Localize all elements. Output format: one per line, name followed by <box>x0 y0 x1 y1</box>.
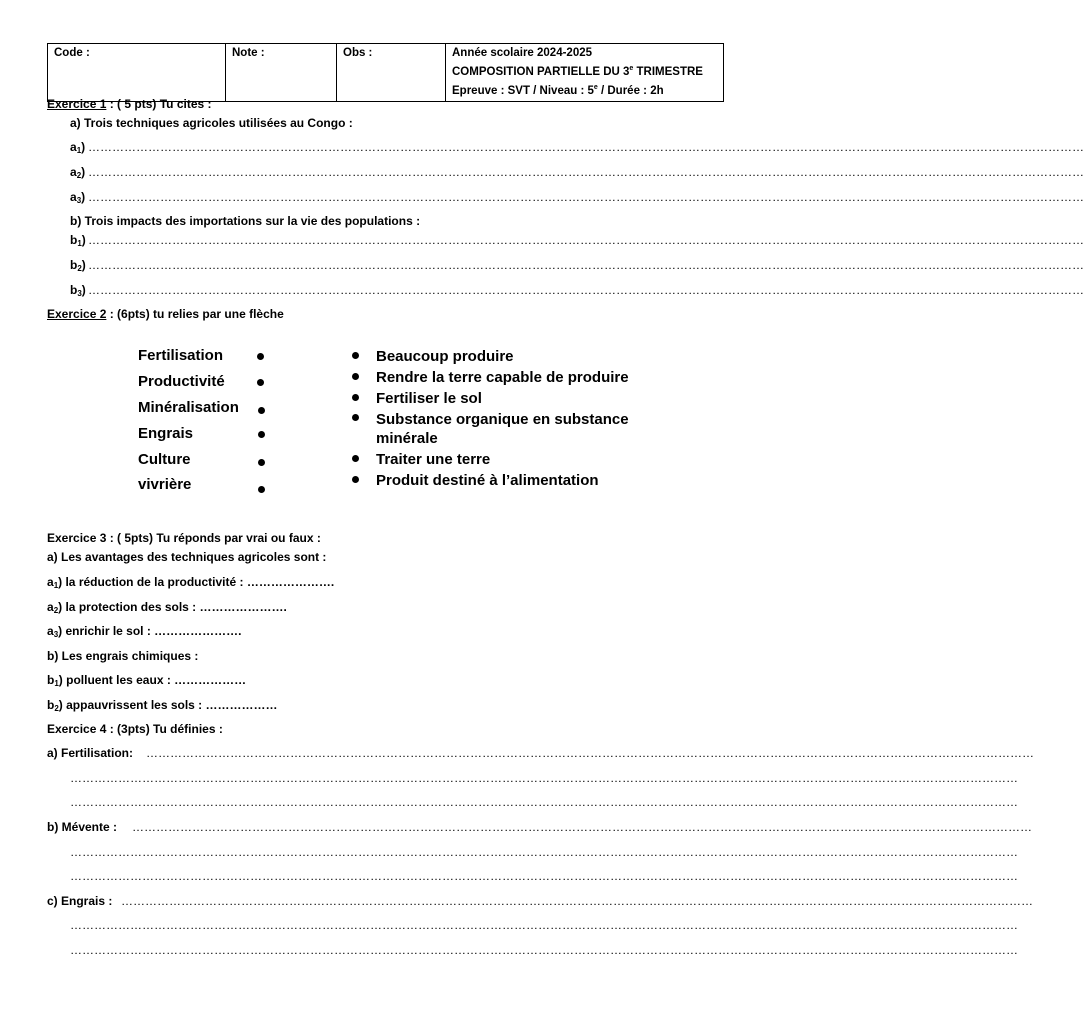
obs-cell[interactable] <box>337 44 446 102</box>
ex3-question-a: a) Les avantages des techniques agricoles sont : <box>47 550 327 564</box>
composition-title: COMPOSITION PARTIELLE DU 3e TRIMESTRE <box>452 65 703 78</box>
left-term-mineralisation: Minéralisation <box>138 399 239 416</box>
exam-info-cell <box>446 44 724 102</box>
ex3-item-b2[interactable]: $b_2$) appauvrissent les sols : ……………… <box>47 698 278 713</box>
right-dot-5[interactable] <box>352 455 359 462</box>
ex1-item-b2: $b_2$) <box>70 258 86 273</box>
exam-details: Epreuve : SVT / Niveau : 5e / Durée : 2h <box>452 84 664 97</box>
left-dot-4[interactable] <box>258 431 265 438</box>
left-dot-2[interactable] <box>257 379 264 386</box>
ex3-heading: Exercice 3 : ( 5pts) Tu réponds par vrai ou faux : <box>47 531 321 545</box>
ex3-item-a2[interactable]: $a_2$) la protection des sols : …………………. <box>47 600 287 615</box>
answer-line-fertilisation-2[interactable]: ………………………………………………………………………………………………………………………………………………………………………………………………………………… <box>70 771 1018 785</box>
answer-line-engrais-1[interactable]: ………………………………………………………………………………………………………………………………………………………………………………………………………… <box>121 894 1033 908</box>
answer-line-fertilisation-1[interactable]: …………………………………………………………………………………………………………………………………………………………………………………………………… <box>146 746 1034 760</box>
right-def-substance-organique: Substance organique en substance <box>376 411 629 428</box>
obs-label: Obs : <box>343 47 373 59</box>
left-term-vivriere: vivrière <box>138 476 192 493</box>
ex1-question-b: b) Trois impacts des importations sur la vie des populations : <box>70 214 421 228</box>
left-term-productivite: Productivité <box>138 373 225 390</box>
ex3-item-b1[interactable]: $b_1$) polluent les eaux : ……………… <box>47 673 247 688</box>
answer-line-b1[interactable]: …………………………………………………………………………………………………………………………………………………………………………………………………………………………… <box>88 233 1084 247</box>
answer-line-b3[interactable]: …………………………………………………………………………………………………………………………………………………………………………………………………………………………… <box>88 283 1084 297</box>
note-cell[interactable] <box>226 44 337 102</box>
right-dot-4[interactable] <box>352 414 359 421</box>
code-label: Code : <box>54 47 90 59</box>
right-def-fertiliser-le-sol: Fertiliser le sol <box>376 390 482 407</box>
answer-line-engrais-3[interactable]: ………………………………………………………………………………………………………………………………………………………………………………………………………………… <box>70 943 1018 957</box>
left-dot-3[interactable] <box>258 407 265 414</box>
ex4-label-mevente: b) Mévente : <box>47 820 118 834</box>
answer-line-a2[interactable]: …………………………………………………………………………………………………………………………………………………………………………………………………………………………… <box>88 165 1084 179</box>
left-term-fertilisation: Fertilisation <box>138 347 224 364</box>
answer-line-mevente-1[interactable]: ……………………………………………………………………………………………………………………………………………………………………………………………………… <box>132 820 1032 834</box>
ex2-heading: Exercice 2 : (6pts) tu relies par une flèche <box>47 307 284 321</box>
note-label: Note : <box>232 47 265 59</box>
school-year: Année scolaire 2024-2025 <box>452 47 593 59</box>
ex1-question-a: a) Trois techniques agricoles utilisées au Congo : <box>70 116 353 130</box>
answer-line-fertilisation-3[interactable]: ………………………………………………………………………………………………………………………………………………………………………………………………………………… <box>70 795 1018 809</box>
right-dot-6[interactable] <box>352 476 359 483</box>
ex3-question-b: b) Les engrais chimiques : <box>47 649 199 663</box>
left-dot-1[interactable] <box>257 353 264 360</box>
code-cell[interactable] <box>48 44 226 102</box>
ex4-label-engrais: c) Engrais : <box>47 894 113 908</box>
ex1-item-a2: $a_2$) <box>70 165 86 180</box>
ex1-item-a3: $a_3$) <box>70 190 86 205</box>
right-def-beaucoup-produire: Beaucoup produire <box>376 348 514 365</box>
ex1-heading: Exercice 1 : ( 5 pts) Tu cites : <box>47 97 212 111</box>
right-def-rendre-la-terre: Rendre la terre capable de produire <box>376 369 629 386</box>
ex4-heading: Exercice 4 : (3pts) Tu définies : <box>47 722 223 736</box>
ex1-item-b3: $b_3$) <box>70 283 86 298</box>
right-def-produit-alimentation: Produit destiné à l’alimentation <box>376 472 599 489</box>
left-term-culture: Culture <box>138 451 191 468</box>
right-def-traiter-une-terre: Traiter une terre <box>376 451 491 468</box>
left-dot-5[interactable] <box>258 459 265 466</box>
ex3-item-a1[interactable]: $a_1$) la réduction de la productivité : …………………. <box>47 575 335 590</box>
header-table <box>47 43 724 102</box>
answer-line-a3[interactable]: …………………………………………………………………………………………………………………………………………………………………………………………………………………………… <box>88 190 1084 204</box>
answer-line-engrais-2[interactable]: ………………………………………………………………………………………………………………………………………………………………………………………………………………… <box>70 918 1018 932</box>
ex1-item-b1: $b_1$) <box>70 233 86 248</box>
left-dot-6[interactable] <box>258 486 265 493</box>
ex1-item-a1: $a_1$) <box>70 140 86 155</box>
answer-line-b2[interactable]: …………………………………………………………………………………………………………………………………………………………………………………………………………………………… <box>88 258 1084 272</box>
right-dot-1[interactable] <box>352 352 359 359</box>
right-def-minerale: minérale <box>376 430 438 447</box>
right-dot-2[interactable] <box>352 373 359 380</box>
ex4-label-fertilisation: a) Fertilisation: <box>47 746 134 760</box>
left-term-engrais: Engrais <box>138 425 194 442</box>
right-dot-3[interactable] <box>352 394 359 401</box>
answer-line-mevente-3[interactable]: ………………………………………………………………………………………………………………………………………………………………………………………………………………… <box>70 869 1018 883</box>
ex3-item-a3[interactable]: $a_3$) enrichir le sol : …………………. <box>47 624 242 639</box>
answer-line-mevente-2[interactable]: ………………………………………………………………………………………………………………………………………………………………………………………………………………… <box>70 845 1018 859</box>
answer-line-a1[interactable]: …………………………………………………………………………………………………………………………………………………………………………………………………………………………… <box>88 140 1084 154</box>
